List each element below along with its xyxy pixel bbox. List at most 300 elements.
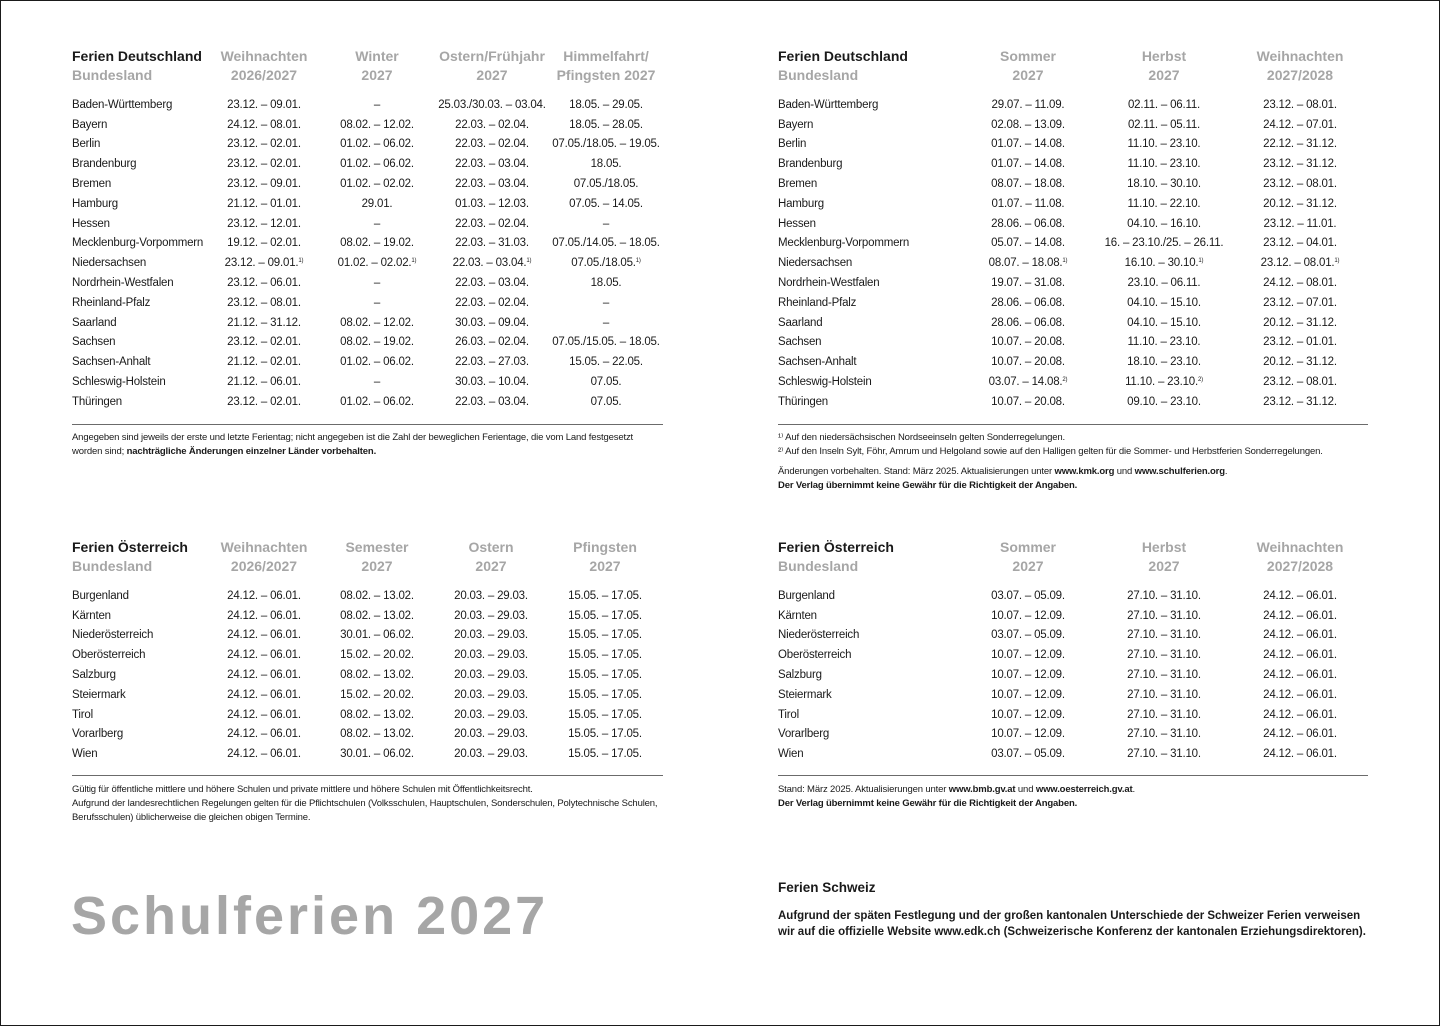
region-name: Burgenland — [778, 589, 835, 602]
holiday-dates: 22.03. – 02.04. — [455, 138, 529, 151]
holiday-dates: 15.05. – 17.05. — [568, 589, 642, 602]
region-name: Baden-Württemberg — [778, 98, 879, 111]
table-row — [72, 293, 664, 313]
footnote-mark: 1) — [298, 258, 304, 265]
table-row — [778, 253, 1368, 273]
footnote-1: ¹⁾ Auf den niedersächsischen Nordseeinseln gelten Sonderregelungen. — [778, 432, 1065, 443]
holiday-dates: 08.02. – 12.02. — [340, 316, 414, 329]
region-name: Oberösterreich — [778, 649, 852, 662]
holiday-dates: 20.12. – 31.12. — [1263, 316, 1337, 329]
table-title: Ferien Österreich — [778, 539, 894, 555]
holiday-dates: 07.05./18.05.$^{1)}$ — [571, 257, 641, 270]
table-subtitle: Bundesland — [778, 558, 859, 574]
region-name: Sachsen-Anhalt — [72, 356, 151, 369]
holiday-dates: 03.07. – 05.09. — [991, 629, 1065, 642]
holiday-dates: 23.10. – 06.11. — [1127, 277, 1201, 290]
holiday-dates: 10.07. – 12.09. — [991, 708, 1065, 721]
holiday-dates: 23.12. – 08.01. — [227, 296, 301, 309]
holiday-dates: 24.12. – 06.01. — [227, 728, 301, 741]
footnote-mark: 1) — [1334, 258, 1340, 265]
holiday-dates: 23.12. – 02.01. — [227, 138, 301, 151]
holiday-dates: 15.05. – 17.05. — [568, 728, 642, 741]
holiday-table — [72, 538, 662, 764]
holiday-dates: 20.12. – 31.12. — [1263, 197, 1337, 210]
region-name: Kärnten — [778, 609, 817, 622]
holiday-dates: 01.02. – 02.02.$^{1)}$ — [337, 257, 417, 270]
holiday-dates: 20.03. – 29.03. — [454, 609, 528, 622]
column-header: Herbst 2027 — [1141, 48, 1187, 83]
holiday-dates: 21.12. – 06.01. — [227, 376, 301, 389]
holiday-dates: 22.03. – 31.03. — [455, 237, 529, 250]
holiday-dates: 08.02. – 13.02. — [340, 589, 414, 602]
holiday-dates: 23.12. – 11.01. — [1263, 217, 1337, 230]
disclaimer: Der Verlag übernimmt keine Gewähr für die Richtigkeit der Angaben. — [778, 480, 1078, 491]
table-row — [72, 135, 664, 155]
holiday-dates: 15.05. – 17.05. — [568, 708, 642, 721]
holiday-dates: 23.12. – 08.01. — [1263, 376, 1337, 389]
table-row — [778, 135, 1368, 155]
region-name: Sachsen-Anhalt — [778, 356, 857, 369]
holiday-dates: 18.05. — [590, 277, 622, 290]
region-name: Niedersachsen — [72, 257, 147, 270]
holiday-dates: 15.02. – 20.02. — [340, 688, 414, 701]
region-name: Saarland — [778, 316, 823, 329]
holiday-dates: 27.10. – 31.10. — [1127, 649, 1201, 662]
dot: . — [1132, 784, 1135, 795]
region-name: Wien — [778, 748, 804, 761]
table-row — [778, 744, 1368, 764]
table-row — [778, 586, 1368, 606]
holiday-dates: 02.11. – 05.11. — [1127, 118, 1201, 131]
region-name: Oberösterreich — [72, 649, 146, 662]
stand-line — [778, 465, 1378, 479]
holiday-dates: 27.10. – 31.10. — [1127, 748, 1201, 761]
holiday-dates: 27.10. – 31.10. — [1127, 629, 1201, 642]
region-name: Brandenburg — [778, 158, 843, 171]
table-title: Ferien Deutschland — [778, 48, 908, 64]
column-header: Weihnachten 2027/2028 — [1256, 539, 1344, 574]
holiday-dates: 24.12. – 06.01. — [1263, 748, 1337, 761]
holiday-dates: 08.02. – 13.02. — [340, 708, 414, 721]
holiday-dates: 15.05. – 17.05. — [568, 629, 642, 642]
holiday-dates: 07.05./18.05. — [573, 178, 639, 191]
holiday-dates: 25.03./30.03. – 03.04. — [438, 98, 546, 111]
holiday-dates: 15.05. – 17.05. — [568, 748, 642, 761]
footnote-mark: 1) — [635, 258, 641, 265]
holiday-dates: 23.12. – 09.01.$^{1)}$ — [224, 257, 304, 270]
table-row — [72, 313, 664, 333]
holiday-dates: 24.12. – 06.01. — [227, 609, 301, 622]
holiday-dates: 20.03. – 29.03. — [454, 708, 528, 721]
holiday-dates: 27.10. – 31.10. — [1127, 609, 1201, 622]
table-row — [778, 705, 1368, 725]
table-row — [72, 273, 664, 293]
region-name: Mecklenburg-Vorpommern — [778, 237, 910, 250]
region-name: Rheinland-Pfalz — [778, 296, 857, 309]
column-header: Weihnachten 2026/2027 — [220, 48, 308, 83]
holiday-dates: 24.12. – 06.01. — [1263, 609, 1337, 622]
holiday-dates: 23.12. – 31.12. — [1263, 395, 1337, 408]
holiday-dates: 24.12. – 06.01. — [227, 649, 301, 662]
region-name: Bayern — [72, 118, 108, 131]
holiday-dates: 01.02. – 06.02. — [340, 395, 414, 408]
holiday-dates: 30.03. – 10.04. — [455, 376, 529, 389]
table-title: Ferien Deutschland — [72, 48, 202, 64]
link-kmk[interactable]: www.kmk.org — [1054, 466, 1115, 477]
table-title: Ferien Österreich — [72, 539, 188, 555]
holiday-dates: – — [373, 98, 381, 111]
region-name: Berlin — [778, 138, 807, 151]
holiday-dates: 24.12. – 06.01. — [227, 708, 301, 721]
column-header: Herbst 2027 — [1141, 539, 1187, 574]
header-region — [72, 47, 210, 95]
holiday-dates: 15.05. – 17.05. — [568, 649, 642, 662]
table-row — [72, 606, 662, 626]
holiday-dates: 24.12. – 06.01. — [1263, 629, 1337, 642]
holiday-dates: 28.06. – 06.08. — [991, 217, 1065, 230]
region-name: Bremen — [778, 178, 818, 191]
holiday-dates: 22.03. – 03.04. — [455, 178, 529, 191]
holiday-dates: 01.07. – 14.08. — [991, 138, 1065, 151]
holiday-dates: 02.11. – 06.11. — [1127, 98, 1201, 111]
region-name: Saarland — [72, 316, 117, 329]
region-name: Baden-Württemberg — [72, 98, 173, 111]
holiday-dates: 10.07. – 20.08. — [991, 356, 1065, 369]
holiday-dates: 10.07. – 20.08. — [991, 395, 1065, 408]
holiday-dates: 16.10. – 30.10.$^{1)}$ — [1124, 257, 1204, 270]
table-row — [72, 95, 664, 115]
holiday-dates: 15.05. – 17.05. — [568, 609, 642, 622]
holiday-dates: 20.03. – 29.03. — [454, 748, 528, 761]
holiday-dates: 27.10. – 31.10. — [1127, 669, 1201, 682]
column-header: Pfingsten 2027 — [573, 539, 637, 574]
column-header: Ostern 2027 — [468, 539, 514, 574]
table-row — [778, 115, 1368, 135]
column-header: Sommer 2027 — [999, 539, 1057, 574]
holiday-dates: 08.07. – 18.08.$^{1)}$ — [988, 257, 1068, 270]
table-header-row — [72, 538, 662, 586]
holiday-dates: 05.07. – 14.08. — [991, 237, 1065, 250]
note-line-2: Aufgrund der landesrechtlichen Regelungen gelten für die Pflichtschulen (Volksschulen, Hauptschulen, Sonderschulen, Polytechnische Schulen, Berufsschulen) üblicherweise die gleichen obigen Termine. — [72, 798, 658, 823]
region-name: Sachsen — [778, 336, 822, 349]
table-row — [778, 665, 1368, 685]
table-row — [72, 253, 664, 273]
holiday-dates: 07.05./15.05. – 18.05. — [552, 336, 660, 349]
table-row — [72, 705, 662, 725]
holiday-dates: 21.12. – 01.01. — [227, 197, 301, 210]
region-name: Bayern — [778, 118, 814, 131]
table-row — [778, 234, 1368, 254]
footnote-mark: 2) — [1197, 377, 1203, 384]
holiday-dates: 10.07. – 12.09. — [991, 669, 1065, 682]
table-row — [778, 293, 1368, 313]
table-row — [778, 685, 1368, 705]
holiday-dates: 22.03. – 03.04. — [455, 277, 529, 290]
holiday-dates: 11.10. – 23.10. — [1127, 158, 1201, 171]
holiday-dates: 01.02. – 02.02. — [340, 178, 414, 191]
region-name: Tirol — [778, 708, 799, 721]
link-bmb[interactable]: www.bmb.gv.at — [948, 784, 1016, 795]
table-row — [778, 273, 1368, 293]
table-at-1 — [72, 538, 662, 764]
holiday-dates: 23.12. – 09.01. — [227, 98, 301, 111]
holiday-dates: 18.05. — [590, 158, 622, 171]
holiday-dates: 01.02. – 06.02. — [340, 158, 414, 171]
footnote-mark: 1) — [1062, 258, 1068, 265]
region-name: Salzburg — [72, 669, 116, 682]
note-line-1: Gültig für öffentliche mittlere und höhere Schulen und private mittlere und höhere Schulen mit Öffentlichkeitsrecht. — [72, 784, 533, 795]
region-name: Burgenland — [72, 589, 129, 602]
holiday-table — [778, 538, 1368, 764]
table-header-row — [778, 47, 1368, 95]
holiday-dates: 11.10. – 23.10. — [1127, 138, 1201, 151]
holiday-dates: 20.03. – 29.03. — [454, 728, 528, 741]
note-de-1 — [72, 431, 662, 459]
holiday-dates: 07.05. – 14.05. — [569, 197, 643, 210]
holiday-dates: 18.05. – 28.05. — [569, 118, 643, 131]
region-name: Thüringen — [778, 395, 828, 408]
holiday-dates: 08.02. – 19.02. — [340, 237, 414, 250]
holiday-dates: 07.05./18.05. – 19.05. — [552, 138, 660, 151]
table-row — [72, 665, 662, 685]
holiday-dates: 20.03. – 29.03. — [454, 688, 528, 701]
link-oesterreich[interactable]: www.oesterreich.gv.at — [1035, 784, 1133, 795]
holiday-dates: 24.12. – 06.01. — [227, 629, 301, 642]
holiday-dates: 03.07. – 05.09. — [991, 748, 1065, 761]
column-header: Winter 2027 — [355, 48, 399, 83]
holiday-dates: 23.12. – 07.01. — [1263, 296, 1337, 309]
holiday-dates: 22.03. – 27.03. — [455, 356, 529, 369]
holiday-dates: 29.01. — [361, 197, 393, 210]
holiday-dates: – — [373, 376, 381, 389]
footnote-mark: 2) — [1062, 377, 1068, 384]
holiday-dates: 01.07. – 14.08. — [991, 158, 1065, 171]
holiday-dates: 23.12. – 06.01. — [227, 277, 301, 290]
region-name: Vorarlberg — [72, 728, 124, 741]
region-name: Steiermark — [72, 688, 126, 701]
holiday-dates: 24.12. – 06.01. — [1263, 589, 1337, 602]
table-row — [72, 194, 664, 214]
region-name: Tirol — [72, 708, 93, 721]
table-row — [778, 194, 1368, 214]
footnote-mark: 1) — [411, 258, 417, 265]
dot: . — [1224, 466, 1228, 477]
holiday-dates: 18.10. – 23.10. — [1127, 356, 1201, 369]
holiday-dates: – — [602, 316, 610, 329]
holiday-dates: 11.10. – 22.10. — [1127, 197, 1201, 210]
holiday-dates: 23.12. – 31.12. — [1263, 158, 1337, 171]
holiday-dates: 07.05. — [590, 395, 622, 408]
table-at-2 — [778, 538, 1368, 764]
column-header: Weihnachten 2026/2027 — [220, 539, 308, 574]
region-name: Salzburg — [778, 669, 822, 682]
holiday-dates: 04.10. – 15.10. — [1127, 296, 1201, 309]
holiday-dates: 22.12. – 31.12. — [1263, 138, 1337, 151]
note-bold: nachträgliche Änderungen einzelner Länder vorbehalten. — [126, 446, 377, 457]
holiday-dates: 20.03. – 29.03. — [454, 649, 528, 662]
holiday-dates: 23.12. – 09.01. — [227, 178, 301, 191]
column-header: Semester 2027 — [345, 539, 409, 574]
holiday-dates: 24.12. – 08.01. — [1263, 277, 1337, 290]
holiday-dates: 27.10. – 31.10. — [1127, 589, 1201, 602]
holiday-dates: 07.05./14.05. – 18.05. — [552, 237, 660, 250]
table-subtitle: Bundesland — [72, 558, 153, 574]
note-at-1 — [72, 783, 662, 825]
holiday-dates: 23.12. – 01.01. — [1263, 336, 1337, 349]
table-row — [778, 372, 1368, 392]
holiday-dates: 03.07. – 14.08.$^{2)}$ — [988, 376, 1068, 389]
holiday-dates: 23.12. – 08.01. — [1263, 98, 1337, 111]
holiday-dates: 24.12. – 06.01. — [1263, 708, 1337, 721]
region-name: Hamburg — [778, 197, 824, 210]
holiday-dates: 23.12. – 04.01. — [1263, 237, 1337, 250]
holiday-dates: 19.12. – 02.01. — [227, 237, 301, 250]
holiday-dates: 24.12. – 06.01. — [227, 688, 301, 701]
holiday-dates: 20.03. – 29.03. — [454, 669, 528, 682]
column-header: Weihnachten 2027/2028 — [1256, 48, 1344, 83]
holiday-dates: 08.07. – 18.08. — [991, 178, 1065, 191]
holiday-dates: 22.03. – 02.04. — [455, 118, 529, 131]
region-name: Hamburg — [72, 197, 118, 210]
region-name: Hessen — [778, 217, 816, 230]
table-row — [778, 626, 1368, 646]
column-header: Ostern/Frühjahr 2027 — [439, 48, 545, 83]
table-row — [778, 392, 1368, 412]
region-name: Niedersachsen — [778, 257, 853, 270]
holiday-dates: 08.02. – 12.02. — [340, 118, 414, 131]
holiday-dates: 24.12. – 06.01. — [227, 748, 301, 761]
region-name: Thüringen — [72, 395, 122, 408]
table-row — [778, 95, 1368, 115]
table-row — [72, 154, 664, 174]
holiday-dates: – — [602, 296, 610, 309]
table-row — [778, 313, 1368, 333]
switzerland-title: Ferien Schweiz — [778, 880, 876, 895]
holiday-dates: 02.08. – 13.09. — [991, 118, 1065, 131]
holiday-dates: 20.03. – 29.03. — [454, 589, 528, 602]
region-name: Schleswig-Holstein — [778, 376, 872, 389]
holiday-dates: 24.12. – 08.01. — [227, 118, 301, 131]
table-row — [72, 372, 664, 392]
region-name: Rheinland-Pfalz — [72, 296, 151, 309]
column-header: Himmelfahrt/ Pfingsten 2027 — [556, 48, 656, 83]
holiday-dates: 29.07. – 11.09. — [991, 98, 1065, 111]
holiday-dates: – — [373, 296, 381, 309]
holiday-dates: – — [373, 277, 381, 290]
holiday-dates: 27.10. – 31.10. — [1127, 728, 1201, 741]
table-header-row — [778, 538, 1368, 586]
holiday-dates: 30.03. – 09.04. — [455, 316, 529, 329]
holiday-dates: 23.12. – 12.01. — [227, 217, 301, 230]
holiday-dates: 01.03. – 12.03. — [455, 197, 529, 210]
holiday-dates: 18.05. – 29.05. — [569, 98, 643, 111]
holiday-dates: 20.03. – 29.03. — [454, 629, 528, 642]
holiday-dates: 23.12. – 08.01. — [1263, 178, 1337, 191]
holiday-dates: 22.03. – 03.04. — [455, 395, 529, 408]
holiday-dates: 04.10. – 16.10. — [1127, 217, 1201, 230]
region-name: Niederösterreich — [778, 629, 860, 642]
holiday-dates: 08.02. – 13.02. — [340, 728, 414, 741]
holiday-dates: 15.05. – 22.05. — [569, 356, 643, 369]
table-row — [778, 214, 1368, 234]
holiday-dates: 24.12. – 06.01. — [1263, 688, 1337, 701]
table-row — [778, 645, 1368, 665]
holiday-dates: 21.12. – 02.01. — [227, 356, 301, 369]
switzerland-text: Aufgrund der späten Festlegung und der großen kantonalen Unterschiede der Schweizer Ferien verweisen wir auf die offizielle Website www.edk.ch (Schweizerische Konferenz der kantonalen Erziehungsdirektoren). — [778, 910, 1366, 938]
table-header-row — [72, 47, 664, 95]
holiday-dates: 09.10. – 23.10. — [1127, 395, 1201, 408]
table-row — [72, 352, 664, 372]
note-text: Angegeben sind jeweils der erste und letzte Ferientag; nicht angegeben ist die Zahl der beweglichen Ferientage, die vom Land festgesetzt worden sind; — [72, 432, 634, 457]
stand-text: Stand: März 2025. Aktualisierungen unter — [778, 784, 949, 795]
holiday-dates: 11.10. – 23.10. — [1127, 336, 1201, 349]
divider — [778, 424, 1368, 425]
holiday-dates: 10.07. – 12.09. — [991, 609, 1065, 622]
table-row — [72, 586, 662, 606]
holiday-dates: 01.07. – 11.08. — [991, 197, 1065, 210]
holiday-dates: 20.12. – 31.12. — [1263, 356, 1337, 369]
column-header: Sommer 2027 — [999, 48, 1057, 83]
holiday-dates: 23.12. – 02.01. — [227, 336, 301, 349]
holiday-dates: 19.07. – 31.08. — [991, 277, 1065, 290]
holiday-dates: 10.07. – 12.09. — [991, 728, 1065, 741]
holiday-dates: 27.10. – 31.10. — [1127, 708, 1201, 721]
header-region — [72, 538, 208, 586]
footnote-mark: 1) — [1198, 258, 1204, 265]
region-name: Brandenburg — [72, 158, 137, 171]
region-name: Nordrhein-Westfalen — [72, 277, 174, 290]
und-text: und — [1015, 784, 1036, 795]
holiday-dates: 01.02. – 06.02. — [340, 138, 414, 151]
holiday-dates: 28.06. – 06.08. — [991, 296, 1065, 309]
note-de-2 — [778, 431, 1378, 493]
region-name: Hessen — [72, 217, 110, 230]
holiday-dates: 24.12. – 06.01. — [1263, 728, 1337, 741]
holiday-dates: 10.07. – 12.09. — [991, 649, 1065, 662]
holiday-dates: 07.05. — [590, 376, 622, 389]
table-row — [72, 174, 664, 194]
holiday-dates: 30.01. – 06.02. — [340, 629, 414, 642]
table-row — [72, 626, 662, 646]
table-row — [72, 333, 664, 353]
holiday-dates: 15.05. – 17.05. — [568, 669, 642, 682]
holiday-dates: 24.12. – 07.01. — [1263, 118, 1337, 131]
footnote-2: ²⁾ Auf den Inseln Sylt, Föhr, Amrum und Helgoland sowie auf den Halligen gelten für die Sommer- und Herbstferien Sonderregelungen. — [778, 446, 1323, 457]
region-name: Mecklenburg-Vorpommern — [72, 237, 204, 250]
holiday-dates: 27.10. – 31.10. — [1127, 688, 1201, 701]
holiday-dates: 15.05. – 17.05. — [568, 688, 642, 701]
holiday-dates: 24.12. – 06.01. — [227, 589, 301, 602]
holiday-dates: 08.02. – 13.02. — [340, 609, 414, 622]
holiday-dates: 22.03. – 03.04.$^{1)}$ — [452, 257, 532, 270]
divider — [72, 424, 663, 425]
table-row — [72, 685, 662, 705]
holiday-table — [778, 47, 1368, 412]
holiday-dates: 03.07. – 05.09. — [991, 589, 1065, 602]
table-subtitle: Bundesland — [72, 67, 153, 83]
table-row — [778, 333, 1368, 353]
region-name: Vorarlberg — [778, 728, 830, 741]
footnote-mark: 1) — [526, 258, 532, 265]
header-region — [778, 538, 960, 586]
region-name: Niederösterreich — [72, 629, 154, 642]
table-row — [72, 645, 662, 665]
link-schulferien[interactable]: www.schulferien.org — [1134, 466, 1225, 477]
holiday-dates: 15.02. – 20.02. — [340, 649, 414, 662]
table-row — [778, 174, 1368, 194]
table-row — [72, 214, 664, 234]
stand-text: Änderungen vorbehalten. Stand: März 2025. Aktualisierungen unter — [778, 466, 1055, 477]
